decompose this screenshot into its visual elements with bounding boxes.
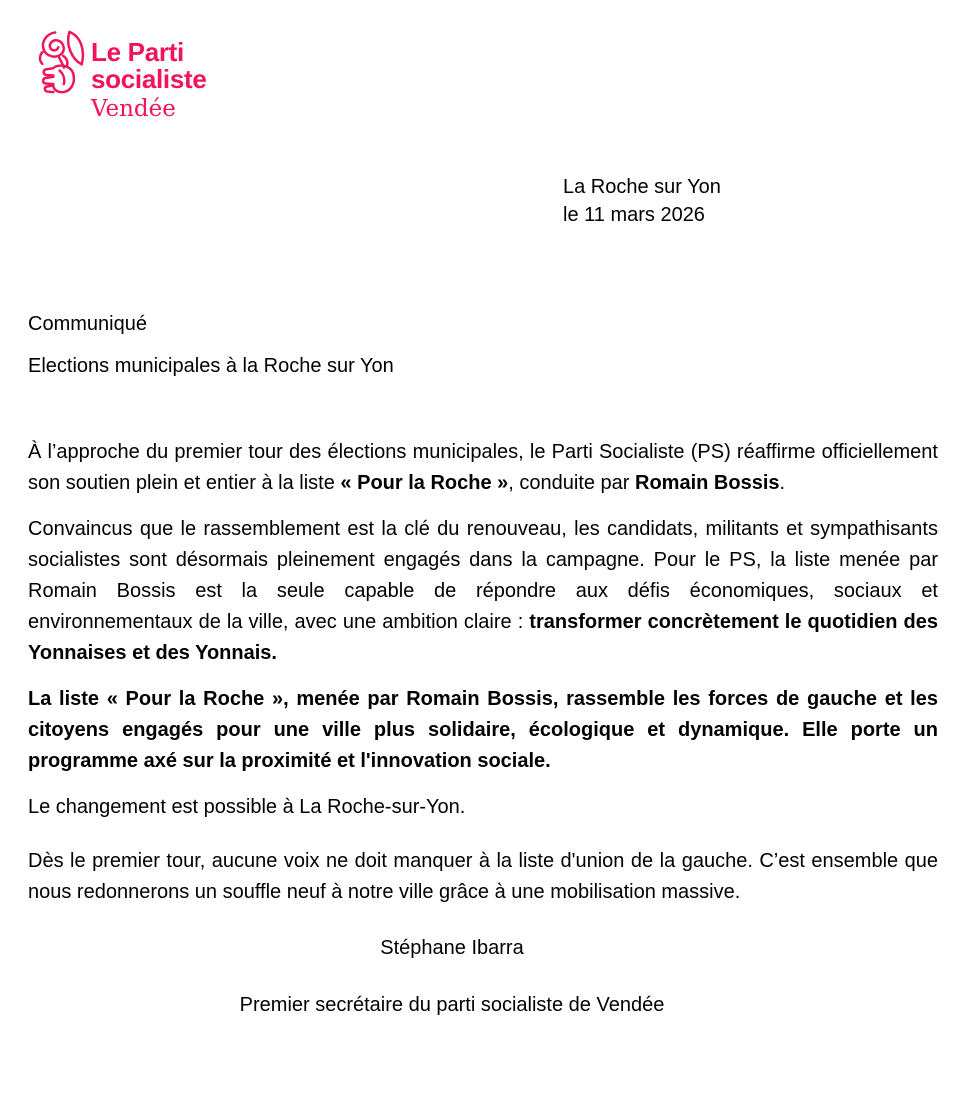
paragraph-engagement	[28, 514, 938, 669]
signature-name: Stéphane Ibarra	[380, 937, 524, 959]
list-name-bold: « Pour la Roche »	[340, 472, 509, 494]
dateline-date: le 11 mars 2026	[563, 204, 705, 226]
ambition-bold: transformer concrètement le quotidien des Yonnaises et des Yonnais.	[28, 611, 938, 664]
document-title: Elections municipales à la Roche sur Yon	[28, 355, 394, 377]
signature-role: Premier secrétaire du parti socialiste de Vendée	[239, 994, 665, 1016]
paragraph-liste-bold: La liste « Pour la Roche », menée par Romain Bossis, rassemble les forces de gauche et les citoyens engagés pour une ville plus solidaire, écologique et dynamique. Elle porte un programme axé sur la proximité et l'innovation sociale.	[28, 688, 938, 772]
paragraph-support-segment-3: .	[779, 472, 786, 494]
logo-region-label: Vendée	[91, 96, 176, 122]
paragraph-premier-tour: Dès le premier tour, aucune voix ne doit manquer à la liste d'union de la gauche. C’est ensemble que nous redonnerons un souffle neuf à notre ville grâce à une mobilisation massive.	[28, 850, 938, 903]
dateline-place: La Roche sur Yon	[563, 176, 721, 198]
paragraph-support	[28, 437, 938, 499]
paragraph-engagement-segment-1: Convaincus que le rassemblement est la clé du renouveau, les candidats, militants et sympathisants socialistes sont désormais pleinement engagés dans la campagne. Pour le PS, la liste menée par Romain Bossis est la seule capable de répondre aux défis économiques, sociaux et environnementaux de la ville, avec une ambition claire :	[28, 518, 938, 633]
paragraph-support-segment-2: , conduite par	[508, 472, 636, 494]
logo-wordmark	[91, 39, 207, 122]
rose-in-fist-icon	[38, 30, 86, 94]
party-logo	[38, 30, 207, 122]
paragraph-changement: Le changement est possible à La Roche-sur-Yon.	[28, 796, 466, 818]
logo-wordmark-line1: Le Parti	[91, 37, 184, 67]
dateline	[563, 173, 721, 229]
communique-kicker: Communiqué	[28, 313, 147, 335]
candidate-name-bold: Romain Bossis	[635, 472, 780, 494]
paragraph-support-segment-1: À l’approche du premier tour des élections municipales, le Parti Socialiste (PS) réaffirme officiellement son soutien plein et entier à la liste	[28, 441, 938, 494]
body-text	[28, 437, 938, 1021]
logo-wordmark-line2: socialiste	[91, 64, 207, 94]
